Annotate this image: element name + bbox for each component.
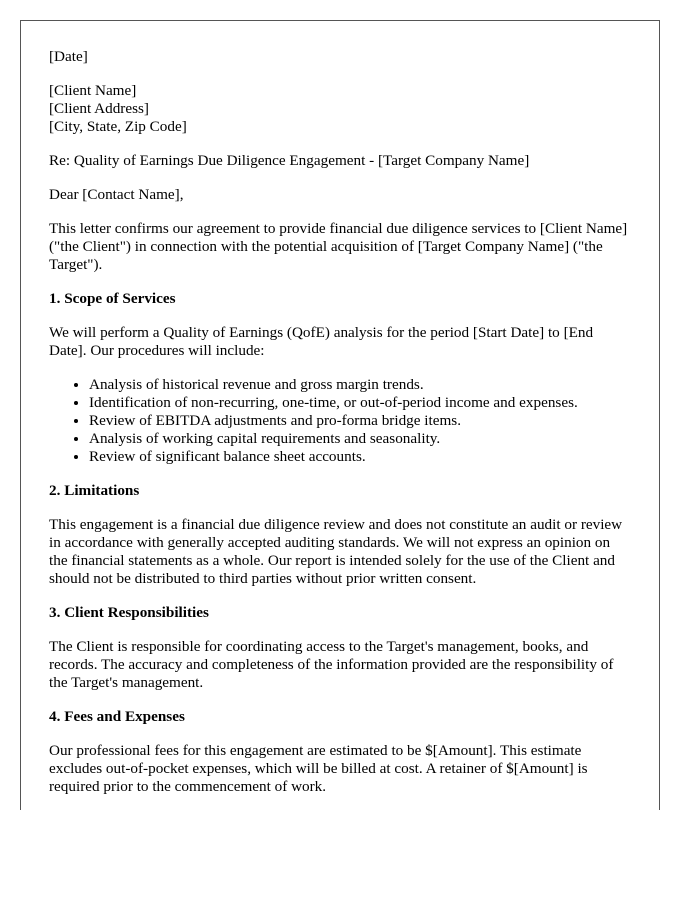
letter-subject: Re: Quality of Earnings Due Diligence Engagement - [Target Company Name] <box>49 152 530 169</box>
letter-intro: This letter confirms our agreement to provide financial due diligence services to [Client Name] ("the Client") in connection with the potential acquisition of [Target Company Name] ("the Target"). <box>49 220 628 273</box>
section-heading: 3. Client Responsibilities <box>49 604 209 621</box>
section-heading: 1. Scope of Services <box>49 290 176 307</box>
letter-salutation: Dear [Contact Name], <box>49 186 184 203</box>
section-fees-and-expenses <box>49 708 631 796</box>
recipient-city: [City, State, Zip Code] <box>49 118 187 135</box>
recipient-name: [Client Name] <box>49 82 137 99</box>
section-heading: 4. Fees and Expenses <box>49 708 185 725</box>
recipient-address: [Client Address] <box>49 100 149 117</box>
section-limitations <box>49 482 631 588</box>
section-heading: 2. Limitations <box>49 482 140 499</box>
letter-content <box>21 21 659 796</box>
list-item: • Review of significant balance sheet accounts. <box>89 448 631 466</box>
section-body: Our professional fees for this engagement are estimated to be $[Amount]. This estimate excludes out-of-pocket expenses, which will be billed at cost. A retainer of $[Amount] is required prior to the commencement of work. <box>49 742 588 795</box>
letter-page <box>20 20 660 810</box>
section-scope-of-services <box>49 290 631 466</box>
section-body: The Client is responsible for coordinating access to the Target's management, books, and records. The accuracy and completeness of the information provided are the responsibility of the Target's management. <box>49 638 614 691</box>
scope-list <box>49 376 631 466</box>
list-item: • Analysis of historical revenue and gross margin trends. <box>89 376 631 394</box>
list-item: • Identification of non-recurring, one-time, or out-of-period income and expenses. <box>89 394 631 412</box>
section-client-responsibilities <box>49 604 631 692</box>
list-item: • Review of EBITDA adjustments and pro-forma bridge items. <box>89 412 631 430</box>
section-body: This engagement is a financial due diligence review and does not constitute an audit or review in accordance with generally accepted auditing standards. We will not express an opinion on the financial statements as a whole. Our report is intended solely for the use of the Client and should not be distributed to third parties without prior written consent. <box>49 516 623 587</box>
letter-date: [Date] <box>49 48 88 65</box>
section-body: We will perform a Quality of Earnings (QofE) analysis for the period [Start Date] to [End Date]. Our procedures will include: <box>49 324 594 359</box>
recipient-block <box>49 82 631 136</box>
list-item: • Analysis of working capital requirements and seasonality. <box>89 430 631 448</box>
